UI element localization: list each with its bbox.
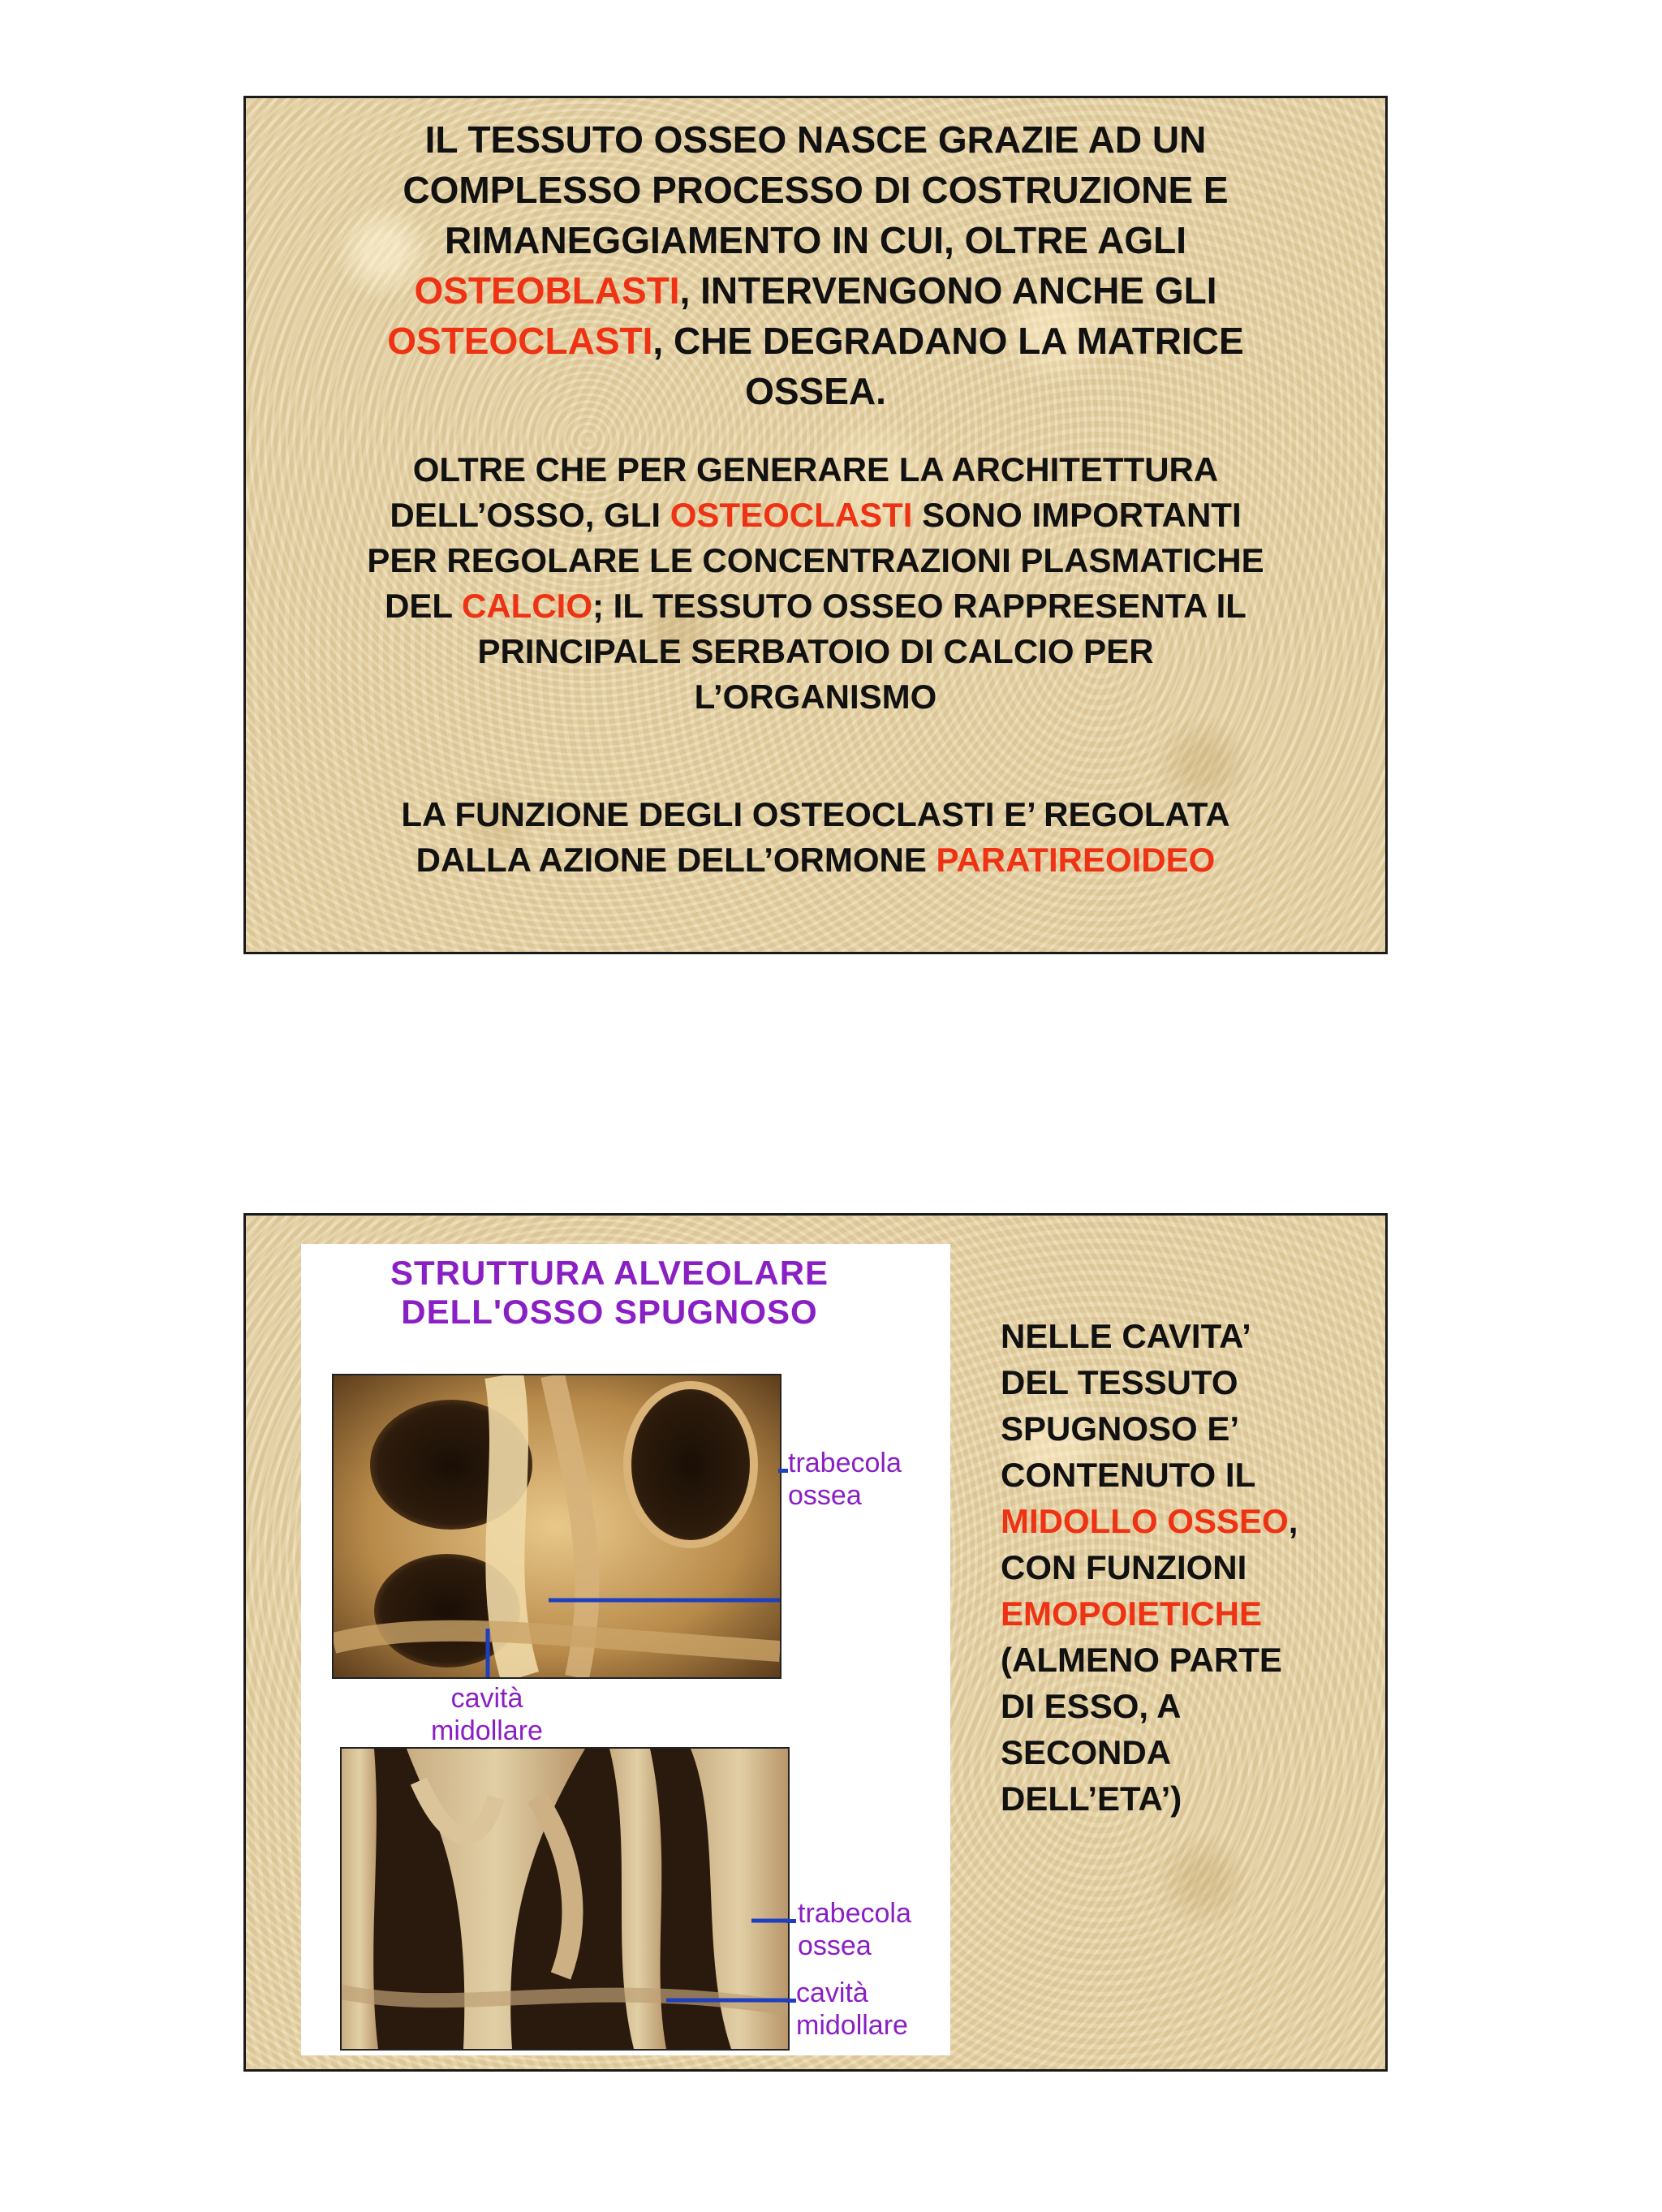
pointer-trabecola-2: [786, 1919, 796, 1923]
pointer-cavita-2: [786, 1999, 796, 2003]
slide-osteoclasti: [243, 96, 1388, 954]
term-calcio: CALCIO: [462, 587, 592, 625]
paragraph-calcium: OLTRE CHE PER GENERARE LA ARCHITETTURA DELL’OSSO, GLI OSTEOCLASTI SONO IMPORTANTI PER REGOLARE LE CONCENTRAZIONI PLASMATICHE DEL CALCIO; IL TESSUTO OSSEO RAPPRESENTA IL PRINCIPALE SERBATOIO DI CALCIO PER L’ORGANISMO: [367, 450, 1264, 716]
paragraph-origin: IL TESSUTO OSSEO NASCE GRAZIE AD UN COMPLESSO PROCESSO DI COSTRUZIONE E RIMANEGGIAMENTO IN CUI, OLTRE AGLI OSTEOBLASTI, INTERVENGONO ANCHE GLI OSTEOCLASTI, CHE DEGRADANO LA MATRICE OSSEA.: [387, 118, 1244, 412]
term-osteoblasti: OSTEOBLASTI: [414, 269, 680, 312]
micrograph-top-image: [334, 1375, 780, 1677]
label-cavita-2: cavità midollare: [796, 1977, 908, 2041]
paragraph-hormone: LA FUNZIONE DEGLI OSTEOCLASTI E’ REGOLATA DALLA AZIONE DELL’ORMONE PARATIREOIDEO: [401, 795, 1230, 879]
figure-title: STRUTTURA ALVEOLARE DELL'OSSO SPUGNOSO: [390, 1254, 829, 1331]
term-osteoclasti: OSTEOCLASTI: [670, 496, 913, 534]
micrograph-bottom: [340, 1747, 790, 2051]
label-trabecola-1: trabecola ossea: [788, 1448, 902, 1511]
label-trabecola-2: trabecola ossea: [798, 1898, 911, 1961]
label-cavita-1: cavità midollare: [431, 1683, 543, 1746]
slide-spongy-bone: [243, 1213, 1388, 2072]
spongy-bone-figure: [301, 1244, 950, 2055]
term-paratireoideo: PARATIREOIDEO: [936, 841, 1216, 879]
pointer-trabecola-1: [778, 1469, 788, 1473]
term-osteoclasti: OSTEOCLASTI: [387, 320, 653, 362]
bone-marrow-text: NELLE CAVITA’ DEL TESSUTO SPUGNOSO E’ CONTENUTO IL MIDOLLO OSSEO, CON FUNZIONI EMOPOIETICHE (ALMENO PARTE DI ESSO, A SECONDA DELL’ETA’): [1001, 1313, 1374, 1822]
term-midollo-osseo: MIDOLLO OSSEO: [1001, 1502, 1289, 1540]
micrograph-top: [332, 1374, 781, 1679]
term-emopoietiche: EMOPOIETICHE: [1001, 1594, 1263, 1633]
micrograph-bottom-image: [342, 1749, 788, 2049]
